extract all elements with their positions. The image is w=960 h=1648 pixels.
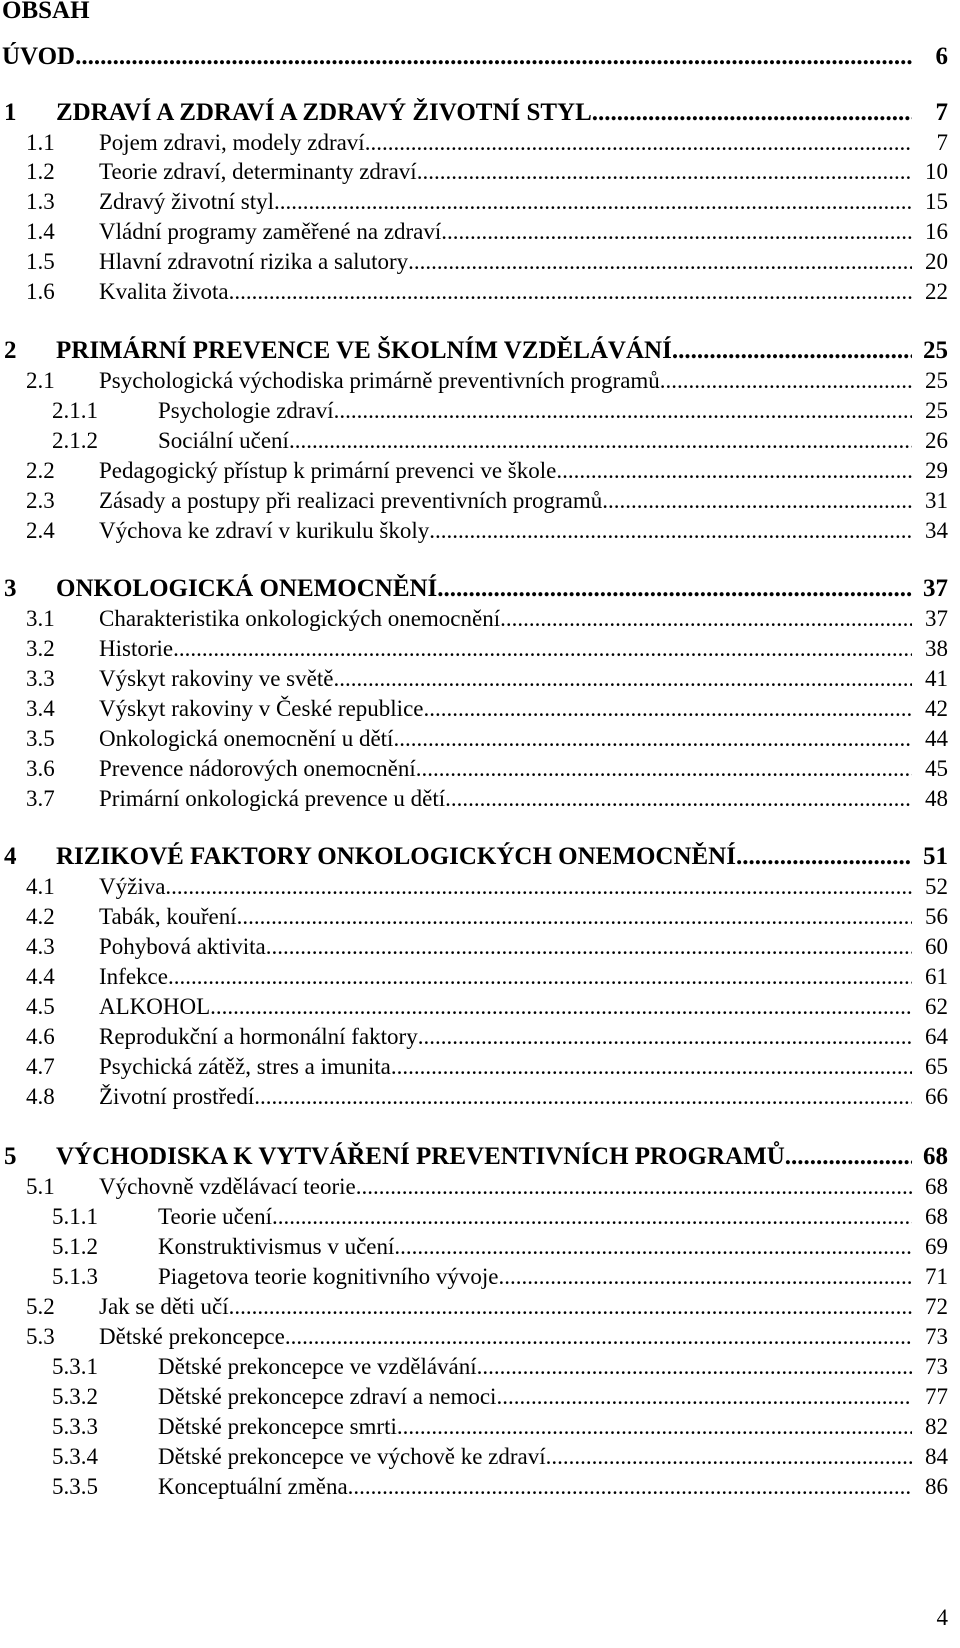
toc-entry-title: Konstruktivismus v učení	[158, 1234, 395, 1259]
toc-entry-title: Psychická zátěž, stres a imunita	[99, 1054, 391, 1079]
toc-entry-page: 73	[925, 1354, 948, 1379]
toc-entry[interactable]	[0, 1140, 960, 1174]
toc-entry-number: 1	[4, 99, 17, 126]
toc-entry-title: Zásady a postupy při realizaci preventivních programů	[99, 488, 603, 513]
toc-entry-title: Historie	[99, 636, 174, 661]
toc-entry-page: 25	[923, 337, 948, 364]
toc-entry-title: RIZIKOVÉ FAKTORY ONKOLOGICKÝCH ONEMOCNĚNÍ	[56, 843, 736, 870]
toc-entry-page: 66	[925, 1084, 948, 1109]
toc-entry-title: ZDRAVÍ A ZDRAVÍ A ZDRAVÝ ŽIVOTNÍ STYL	[56, 99, 592, 126]
toc-entry-page: 22	[925, 279, 948, 304]
dot-leader	[165, 872, 912, 902]
dot-leader	[592, 96, 912, 130]
dot-leader	[348, 1472, 912, 1502]
toc-entry-page: 37	[925, 606, 948, 631]
dot-leader	[556, 456, 912, 486]
toc-entry[interactable]	[0, 1232, 960, 1262]
toc-entry[interactable]	[0, 1082, 960, 1112]
toc-entry-title: Primární onkologická prevence u dětí	[99, 786, 446, 811]
toc-entry-page: 84	[925, 1444, 948, 1469]
toc-entry[interactable]	[0, 516, 960, 546]
toc-entry-page: 10	[925, 159, 948, 184]
toc-heading: OBSAH	[2, 0, 90, 24]
page-number: 4	[936, 1605, 948, 1630]
toc-entry-page: 73	[925, 1324, 948, 1349]
dot-leader	[285, 1322, 912, 1352]
toc-entry-page: 52	[925, 874, 948, 899]
toc-entry[interactable]	[0, 1202, 960, 1232]
toc-entry-title: Jak se děti učí	[99, 1294, 229, 1319]
toc-entry-number: 3.6	[26, 756, 55, 781]
toc-entry-title: Piagetova teorie kognitivního vývoje	[158, 1264, 499, 1289]
toc-entry-number: 2.1.1	[52, 398, 98, 423]
toc-entry-title: Teorie učení	[158, 1204, 272, 1229]
toc-entry-title: Výskyt rakoviny v České republice	[99, 696, 424, 721]
toc-entry[interactable]	[0, 784, 960, 814]
toc-entry-number: 4.8	[26, 1084, 55, 1109]
toc-entry[interactable]	[0, 572, 960, 606]
toc-entry-title: Dětské prekoncepce ve výchově ke zdraví	[158, 1444, 546, 1469]
toc-entry-number: 5.3.3	[52, 1414, 98, 1439]
toc-entry[interactable]	[0, 456, 960, 486]
toc-entry-number: 4.3	[26, 934, 55, 959]
dot-leader	[210, 992, 912, 1022]
dot-leader	[546, 1442, 912, 1472]
dot-leader	[237, 902, 912, 932]
toc-entry-number: 5.1.2	[52, 1234, 98, 1259]
toc-entry-page: 77	[925, 1384, 948, 1409]
toc-entry-title: Pohybová aktivita	[99, 934, 266, 959]
dot-leader	[496, 1382, 912, 1412]
dot-leader	[266, 932, 912, 962]
toc-entry-page: 16	[925, 219, 948, 244]
toc-entry-title: Infekce	[99, 964, 168, 989]
toc-entry-page: 20	[925, 249, 948, 274]
dot-leader	[416, 754, 912, 784]
toc-entry-title: PRIMÁRNÍ PREVENCE VE ŠKOLNÍM VZDĚLÁVÁNÍ	[56, 337, 672, 364]
dot-leader	[736, 840, 912, 874]
toc-entry-page: 69	[925, 1234, 948, 1259]
toc-entry-page: 6	[935, 43, 948, 70]
toc-entry-number: 4.2	[26, 904, 55, 929]
toc-entry-page: 44	[925, 726, 948, 751]
toc-entry[interactable]	[0, 992, 960, 1022]
toc-entry[interactable]	[0, 962, 960, 992]
toc-entry-number: 5.3.1	[52, 1354, 98, 1379]
toc-entry-number: 5.3.4	[52, 1444, 98, 1469]
dot-leader	[254, 1082, 912, 1112]
dot-leader	[418, 1022, 912, 1052]
toc-entry-page: 68	[923, 1143, 948, 1170]
dot-leader	[423, 694, 912, 724]
toc-entry-page: 51	[923, 843, 948, 870]
dot-leader	[168, 962, 912, 992]
toc-entry-page: 64	[925, 1024, 948, 1049]
toc-entry-title: Tabák, kouření	[99, 904, 237, 929]
dot-leader	[289, 426, 912, 456]
dot-leader	[229, 1292, 912, 1322]
toc-entry-page: 41	[925, 666, 948, 691]
toc-entry-title: ÚVOD	[2, 43, 76, 70]
toc-entry-title: Pojem zdravi, modely zdraví	[99, 130, 365, 155]
toc-entry-title: Dětské prekoncepce smrti	[158, 1414, 397, 1439]
toc-entry-title: Prevence nádorových onemocnění	[99, 756, 416, 781]
toc-entry-number: 5	[4, 1143, 17, 1170]
toc-entry[interactable]	[0, 486, 960, 516]
toc-entry-page: 60	[925, 934, 948, 959]
toc-entry[interactable]	[0, 277, 960, 307]
toc-entry-title: Výživa	[99, 874, 166, 899]
toc-entry[interactable]	[0, 694, 960, 724]
toc-entry-page: 34	[925, 518, 948, 543]
toc-entry-page: 7	[936, 130, 948, 155]
toc-entry-number: 1.5	[26, 249, 55, 274]
toc-entry-page: 86	[925, 1474, 948, 1499]
dot-leader	[391, 1052, 912, 1082]
toc-entry[interactable]	[0, 1472, 960, 1502]
toc-entry[interactable]	[0, 1412, 960, 1442]
toc-entry-title: Psychologická východiska primárně preventivních programů	[99, 368, 660, 393]
toc-entry-number: 4.5	[26, 994, 55, 1019]
toc-entry-title: Teorie zdraví, determinanty zdraví	[99, 159, 417, 184]
toc-entry-title: Hlavní zdravotní rizika a salutory	[99, 249, 409, 274]
dot-leader	[672, 334, 912, 368]
toc-entry-number: 2.2	[26, 458, 55, 483]
toc-entry-title: Konceptuální změna	[158, 1474, 348, 1499]
toc-entry-number: 1.6	[26, 279, 55, 304]
toc-entry-number: 1.2	[26, 159, 55, 184]
toc-entry-page: 38	[925, 636, 948, 661]
toc-entry-number: 2.1.2	[52, 428, 98, 453]
toc-entry[interactable]	[0, 664, 960, 694]
toc-entry-number: 1.3	[26, 189, 55, 214]
toc-entry-number: 1.1	[26, 130, 55, 155]
toc-entry[interactable]	[0, 902, 960, 932]
toc-entry-number: 2.1	[26, 368, 55, 393]
toc-entry[interactable]	[0, 396, 960, 426]
toc-entry[interactable]	[0, 1052, 960, 1082]
toc-entry[interactable]	[0, 1322, 960, 1352]
dot-leader	[500, 604, 912, 634]
toc-entry-number: 4	[4, 843, 17, 870]
toc-entry-title: Výchova ke zdraví v kurikulu školy	[99, 518, 430, 543]
toc-entry[interactable]	[0, 40, 960, 74]
toc-entry-number: 4.6	[26, 1024, 55, 1049]
toc-entry-title: Dětské prekoncepce ve vzdělávání	[158, 1354, 477, 1379]
toc-entry-page: 45	[925, 756, 948, 781]
toc-entry-title: Pedagogický přístup k primární prevenci ve škole	[99, 458, 557, 483]
toc-entry[interactable]	[0, 932, 960, 962]
dot-leader	[408, 247, 912, 277]
toc-entry-title: Zdravý životní styl	[99, 189, 275, 214]
dot-leader	[445, 784, 912, 814]
toc-entry[interactable]	[0, 1262, 960, 1292]
toc-entry-page: 7	[935, 99, 948, 126]
toc-entry[interactable]	[0, 1172, 960, 1202]
toc-entry-page: 29	[925, 458, 948, 483]
toc-entry-page: 42	[925, 696, 948, 721]
toc-entry-number: 2.3	[26, 488, 55, 513]
toc-entry-page: 65	[925, 1054, 948, 1079]
dot-leader	[173, 634, 912, 664]
dot-leader	[356, 1172, 912, 1202]
toc-entry-page: 25	[925, 398, 948, 423]
toc-entry-page: 62	[925, 994, 948, 1019]
dot-leader	[75, 40, 912, 74]
toc-entry-title: ONKOLOGICKÁ ONEMOCNĚNÍ	[56, 575, 438, 602]
toc-entry[interactable]	[0, 840, 960, 874]
toc-entry-number: 4.4	[26, 964, 55, 989]
toc-entry-page: 56	[925, 904, 948, 929]
toc-entry-title: Charakteristika onkologických onemocnění	[99, 606, 501, 631]
toc-entry-number: 2	[4, 337, 17, 364]
toc-entry-title: Životní prostředí	[99, 1084, 255, 1109]
toc-entry-title: Dětské prekoncepce	[99, 1324, 285, 1349]
toc-entry-page: 82	[925, 1414, 948, 1439]
toc-entry[interactable]	[0, 157, 960, 187]
toc-entry-page: 68	[925, 1204, 948, 1229]
toc-entry[interactable]	[0, 217, 960, 247]
toc-entry[interactable]	[0, 187, 960, 217]
dot-leader	[602, 486, 912, 516]
toc-entry[interactable]	[0, 426, 960, 456]
toc-entry-number: 5.1.3	[52, 1264, 98, 1289]
toc-entry-number: 1.4	[26, 219, 55, 244]
toc-entry-title: Psychologie zdraví	[158, 398, 334, 423]
dot-leader	[334, 396, 912, 426]
toc-entry-number: 4.1	[26, 874, 55, 899]
toc-entry-number: 3	[4, 575, 17, 602]
toc-entry-page: 71	[925, 1264, 948, 1289]
dot-leader	[417, 157, 912, 187]
toc-entry-number: 5.2	[26, 1294, 55, 1319]
toc-entry-number: 5.1	[26, 1174, 55, 1199]
toc-entry-number: 3.7	[26, 786, 55, 811]
toc-entry-page: 15	[925, 189, 948, 214]
dot-leader	[429, 516, 912, 546]
dot-leader	[785, 1140, 912, 1174]
toc-entry-number: 3.1	[26, 606, 55, 631]
toc-entry-page: 72	[925, 1294, 948, 1319]
toc-entry[interactable]	[0, 754, 960, 784]
toc-entry-number: 2.4	[26, 518, 55, 543]
toc-entry-page: 61	[925, 964, 948, 989]
toc-entry[interactable]	[0, 724, 960, 754]
toc-entry-page: 37	[923, 575, 948, 602]
toc-entry[interactable]	[0, 247, 960, 277]
dot-leader	[272, 1202, 912, 1232]
toc-entry-page: 31	[925, 488, 948, 513]
dot-leader	[333, 664, 912, 694]
toc-entry-number: 3.4	[26, 696, 55, 721]
toc-entry-title: Reprodukční a hormonální faktory	[99, 1024, 418, 1049]
toc-entry[interactable]	[0, 634, 960, 664]
toc-entry[interactable]	[0, 1382, 960, 1412]
toc-entry-number: 3.3	[26, 666, 55, 691]
toc-entry-number: 3.5	[26, 726, 55, 751]
toc-entry[interactable]	[0, 1022, 960, 1052]
toc-entry-title: VÝCHODISKA K VYTVÁŘENÍ PREVENTIVNÍCH PROGRAMŮ	[56, 1143, 785, 1170]
toc-entry-page: 25	[925, 368, 948, 393]
toc-entry-page: 68	[925, 1174, 948, 1199]
dot-leader	[274, 187, 912, 217]
toc-entry[interactable]	[0, 96, 960, 130]
toc-entry-title: Dětské prekoncepce zdraví a nemoci	[158, 1384, 497, 1409]
toc-entry[interactable]	[0, 128, 960, 158]
toc-entry[interactable]	[0, 1292, 960, 1322]
toc-entry[interactable]	[0, 1352, 960, 1382]
toc-entry-number: 5.3.2	[52, 1384, 98, 1409]
dot-leader	[393, 724, 912, 754]
toc-entry-number: 5.3	[26, 1324, 55, 1349]
dot-leader	[397, 1412, 912, 1442]
toc-entry[interactable]	[0, 604, 960, 634]
toc-entry-title: Vládní programy zaměřené na zdraví	[99, 219, 442, 244]
toc-entry-title: Sociální učení	[158, 428, 289, 453]
dot-leader	[498, 1262, 912, 1292]
toc-entry[interactable]	[0, 872, 960, 902]
toc-entry-number: 4.7	[26, 1054, 55, 1079]
toc-entry-page: 48	[925, 786, 948, 811]
toc-entry-number: 3.2	[26, 636, 55, 661]
dot-leader	[660, 366, 912, 396]
toc-entry[interactable]	[0, 334, 960, 368]
toc-entry-title: Výchovně vzdělávací teorie	[99, 1174, 356, 1199]
toc-entry-title: ALKOHOL	[99, 994, 211, 1019]
dot-leader	[365, 128, 912, 158]
toc-entry[interactable]	[0, 366, 960, 396]
dot-leader	[477, 1352, 912, 1382]
dot-leader	[394, 1232, 912, 1262]
toc-entry[interactable]	[0, 1442, 960, 1472]
dot-leader	[229, 277, 912, 307]
toc-entry-title: Onkologická onemocnění u dětí	[99, 726, 394, 751]
toc-entry-number: 5.3.5	[52, 1474, 98, 1499]
toc-entry-title: Výskyt rakoviny ve světě	[99, 666, 334, 691]
toc-entry-number: 5.1.1	[52, 1204, 98, 1229]
dot-leader	[437, 572, 912, 606]
toc-entry-title: Kvalita života	[99, 279, 229, 304]
toc-entry-page: 26	[925, 428, 948, 453]
dot-leader	[441, 217, 912, 247]
